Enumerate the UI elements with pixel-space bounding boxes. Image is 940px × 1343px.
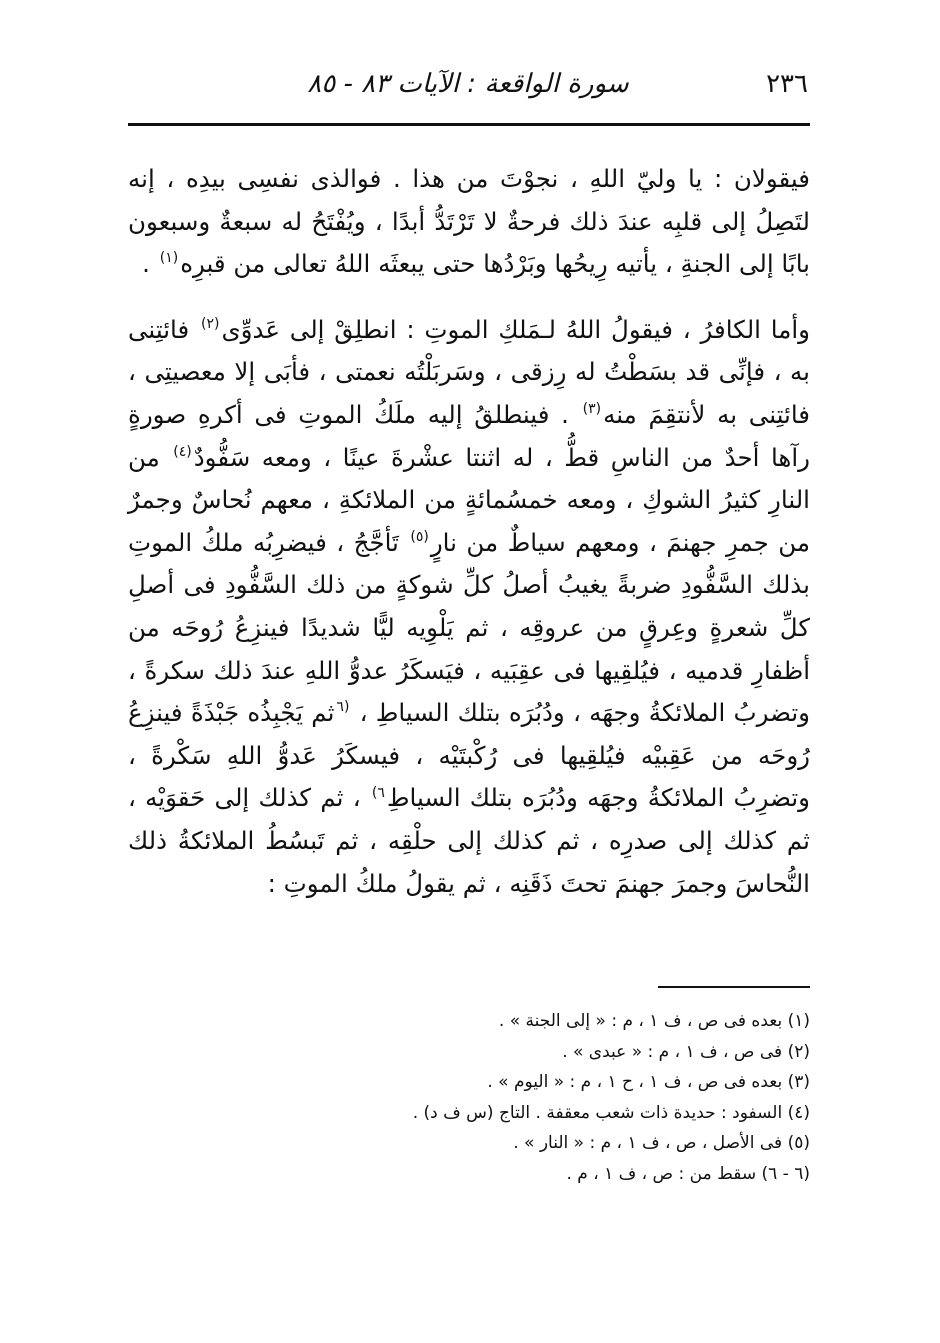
text-segment: من النارِ كثيرُ الشوكِ ، ومعه خمسُمائةٍ من الملائكةِ ، معهم نُحاسٌ وجمرٌ من جمرِ جهنمَ ، ومعهم سياطٌ من نارٍ	[128, 442, 811, 557]
footnote-6: (٦ - ٦) سقط من : ص ، ف ١ ، م .	[566, 1163, 810, 1184]
footnote-5: (٥) فى الأصل ، ص ، ف ١ ، م : « النار » .	[513, 1133, 810, 1153]
page-header	[128, 64, 808, 108]
footnote-marker: (٥)	[410, 528, 429, 545]
text-segment: ، ثم كذلك إلى حَقوَيْه ، ثم كذلك إلى صدرِه ، ثم كذلك إلى حلْقِه ، ثم تَبسُطُ الملائكةُ ذلك النُّحاسَ وجمرَ جهنمَ تحتَ ذَقَنِه ، ثم يقولُ ملكُ الموتِ :	[128, 783, 810, 898]
footnote-marker: (٦	[336, 699, 350, 716]
footnote-marker: ٦)	[371, 784, 385, 801]
body-text	[128, 158, 810, 905]
text-segment: فيقولان : يا وليّ اللهِ ، نجوْتَ من هذا . فوالذى نفسِى بيدِه ، إنه لتَصِلُ إلى قلبِه عندَ ذلك فرحةٌ لا تَرْتَدُّ أبدًا ، ويُفْتَحُ له سبعةٌ وسبعون بابًا إلى الجنةِ ، يأتيه رِيحُها وبَرْدُها حتى يبعثَه اللهُ تعالى من قبرِه	[128, 164, 810, 279]
text-segment: وأما الكافرُ ، فيقولُ اللهُ لـمَلكِ الموتِ : انطلِقْ إلى عَدوِّى	[221, 314, 811, 344]
footnotes	[340, 1006, 810, 1189]
footnote-marker: (٣)	[582, 401, 602, 418]
running-title: سورة الواقعة : الآيات ٨٣ - ٨٥	[307, 69, 629, 99]
page-number: ٢٣٦	[766, 69, 808, 99]
footnote-marker: (١)	[159, 250, 179, 267]
paragraph-2	[128, 309, 810, 905]
text-segment: تَأجَّجُ ، فيضرِبُه ملكُ الموتِ بذلك السَّفُّودِ ضربةً يغيبُ أصلُ كلِّ شوكةٍ من ذلك السَّفُّودِ فى أصلِ كلِّ شعرةٍ وعِرقٍ من عروقِه ، ثم يَلْوِيه ليًّا شديدًا فينزِعُ رُوحَه من أظفارِ قدميه ، فيُلقِيها فى عقِبَيه ، فيَسكَرُ عدوُّ اللهِ عندَ ذلك سكرةً ، وتضربُ الملائكةُ وجهَه ، ودُبُرَه بتلك السياطِ ،	[128, 527, 810, 728]
text-segment: فائتِنى به ، فإنِّى قد بسَطْتُ له رِزقى ، وسَربَلْتُه نعمتى ، فأبَى إلا معصيتِى ، فائتِنى به لأنتقِمَ منه	[128, 314, 810, 429]
footnote-3: (٣) بعده فى ص ، ف ١ ، ح ١ ، م : « اليوم » .	[487, 1072, 810, 1092]
text-segment: .	[142, 249, 158, 279]
text-segment: ثم يَجْبِذُه جَبْذَةً فينزِعُ رُوحَه من عَقِبيْه فيُلقِيها فى رُكْبتَيْه ، فيسكَرُ عَدوُّ اللهِ سَكْرةً ، وتضرِبُ الملائكةُ وجهَه ودُبُرَه بتلك السياطِ	[128, 698, 811, 813]
footnote-marker: (٢)	[201, 315, 220, 332]
text-segment: . فينطلقُ إليه ملَكُ الموتِ فى أكرهِ صورةٍ رآها أحدٌ من الناسِ قطُّ ، له اثنتا عشْرةَ عينًا ، ومعه سَفُّودٌ	[128, 399, 810, 472]
paragraph-1	[128, 158, 810, 286]
header-rule	[128, 123, 810, 126]
footnote-marker: (٤)	[173, 443, 192, 460]
footnote-1: (١) بعده فى ص ، ف ١ ، م : « إلى الجنة » .	[498, 1011, 810, 1031]
footnote-2: (٢) فى ص ، ف ١ ، م : « عبدى » .	[562, 1041, 810, 1062]
footnote-rule	[658, 986, 810, 988]
footnote-4: (٤) السفود : حديدة ذات شعب معقفة . التاج (س ف د) .	[412, 1102, 810, 1123]
